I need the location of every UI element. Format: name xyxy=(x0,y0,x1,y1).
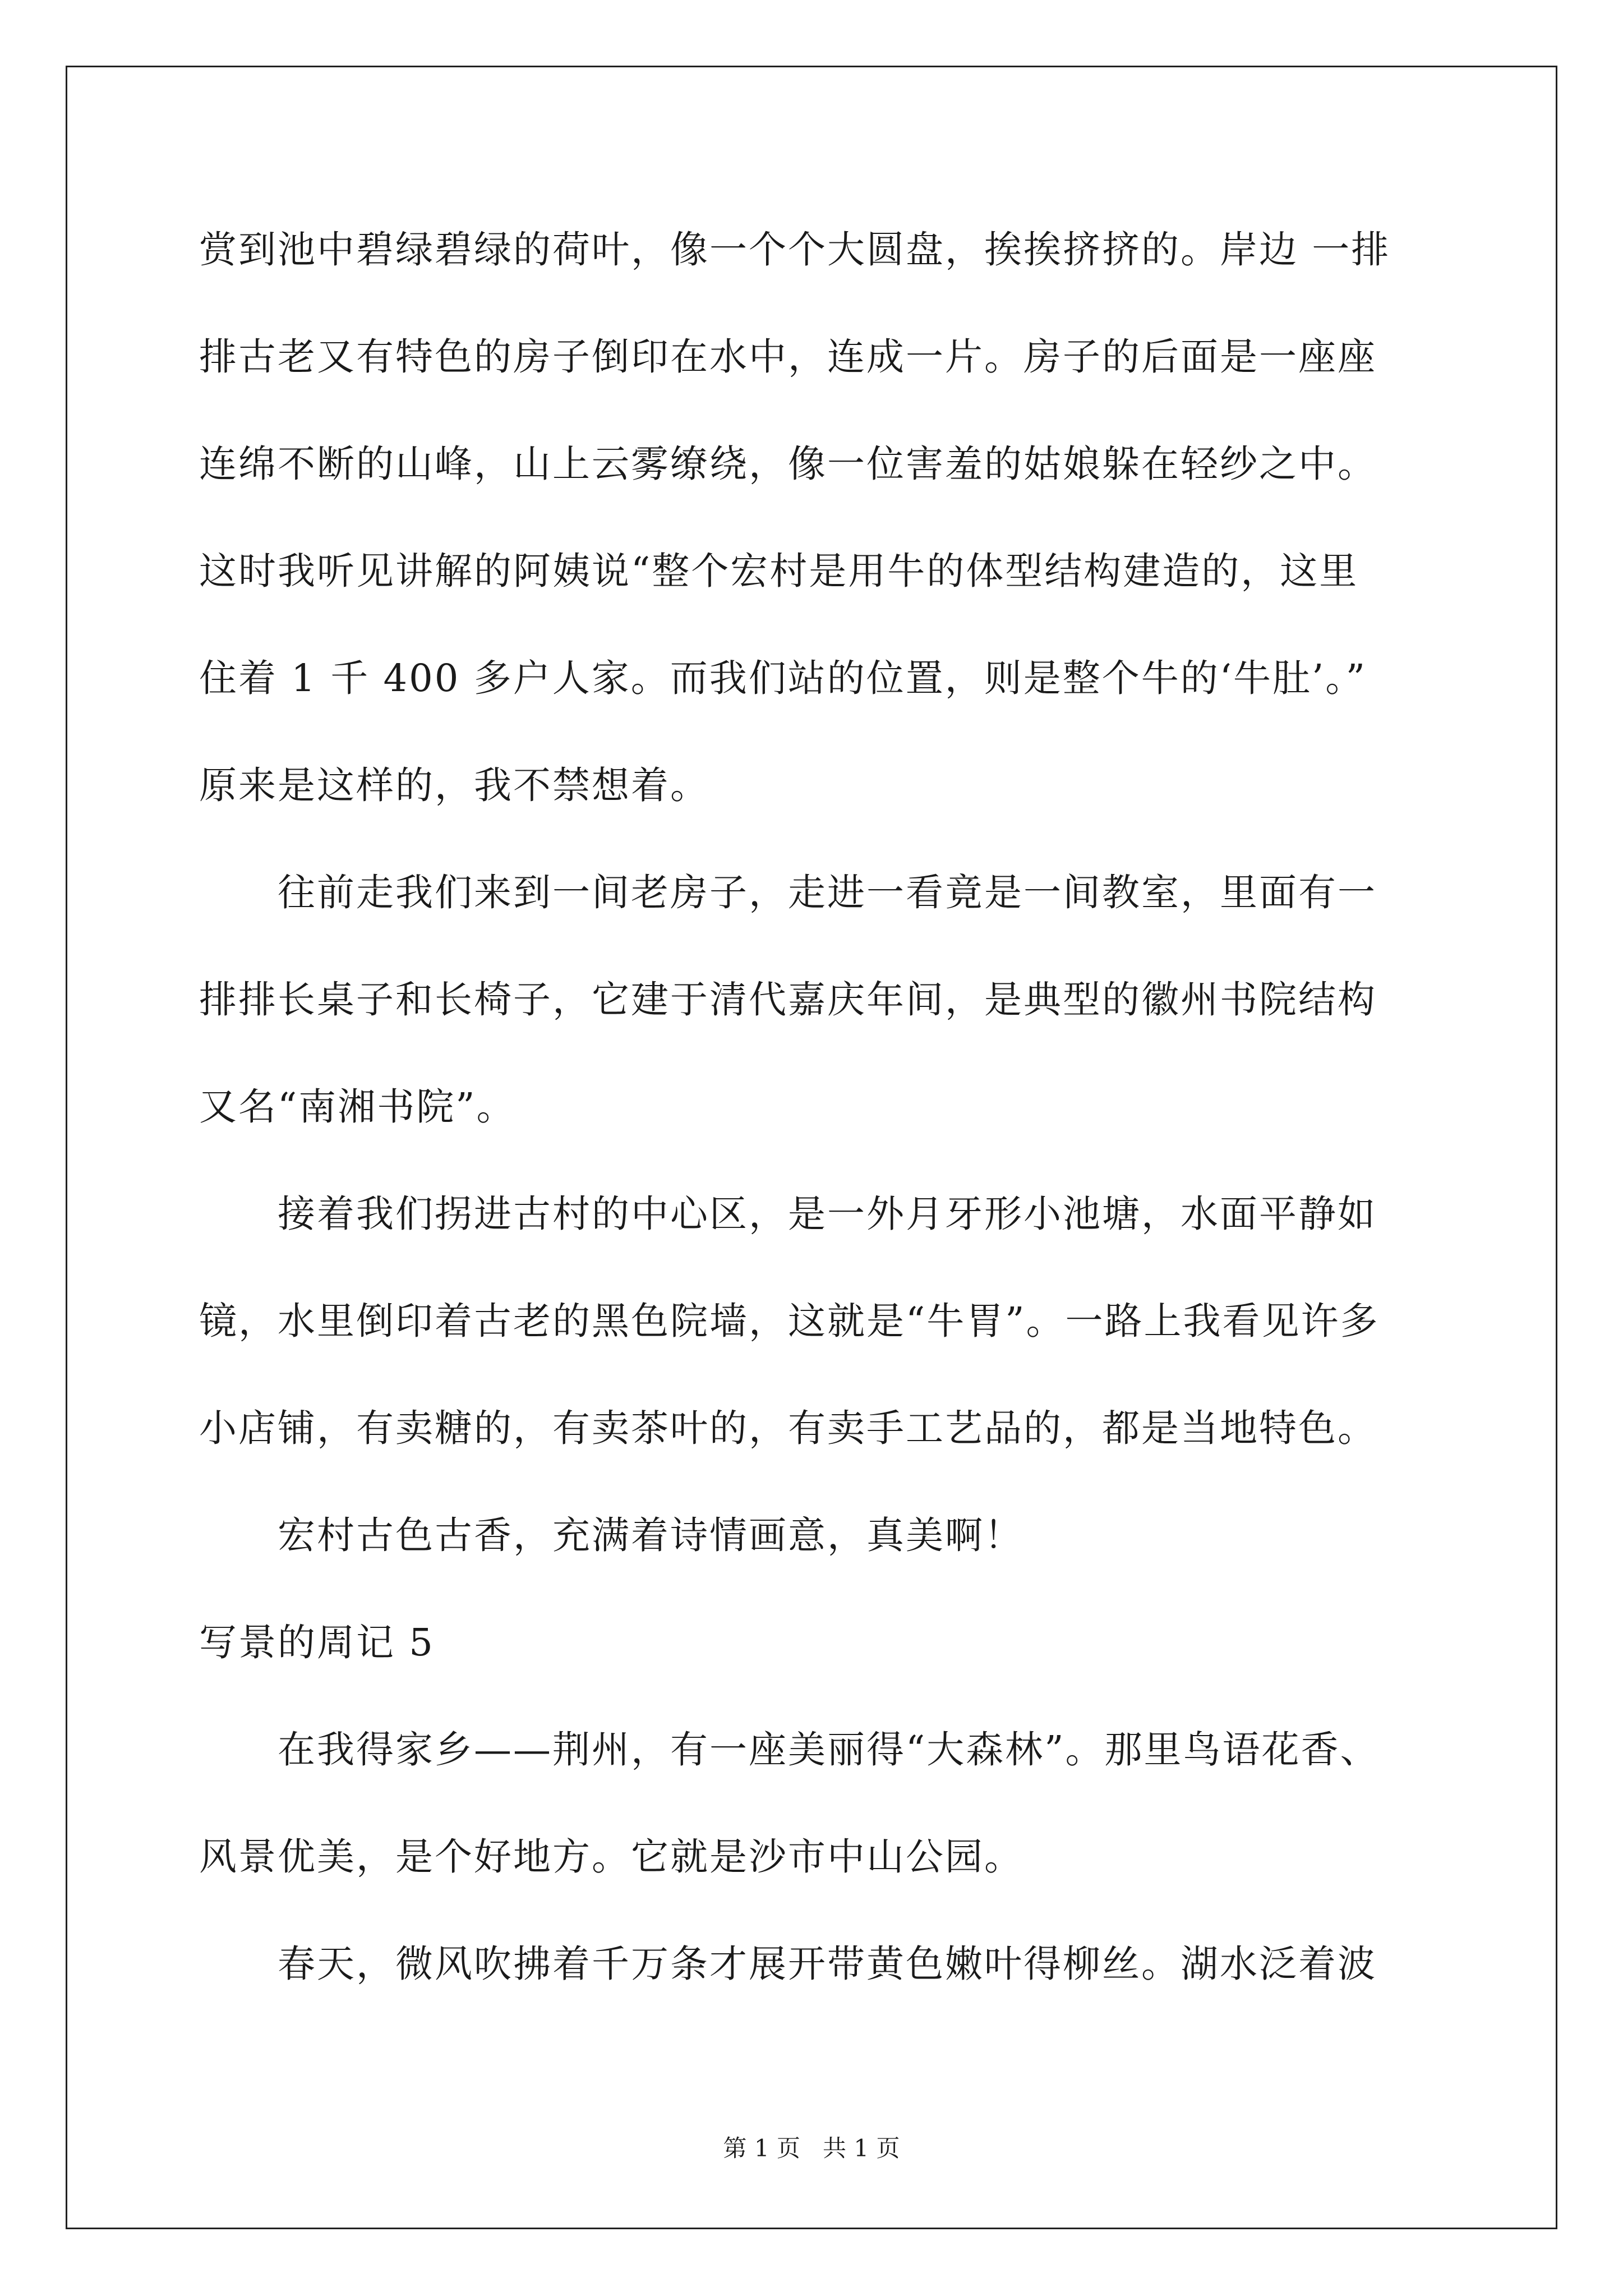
text-line: 宏村古色古香，充满着诗情画意，真美啊！ xyxy=(278,1513,1023,1557)
text-line: 连绵不断的山峰，山上云雾缭绕，像一位害羞的姑娘躲在轻纱之中。 xyxy=(199,442,1377,486)
page-footer: 第 1 页 共 1 页 xyxy=(723,2134,900,2162)
text-line: 住着 1 千 400 多户人家。而我们站的位置，则是整个牛的‘牛肚’。” xyxy=(199,656,1367,700)
text-line: 又名“南湘书院”。 xyxy=(199,1085,516,1129)
text-line: 镜，水里倒印着古老的黑色院墙，这就是“牛胃”。一路上我看见许多 xyxy=(199,1299,1380,1343)
text-line: 写景的周记 5 xyxy=(199,1621,435,1664)
text-line: 排古老又有特色的房子倒印在水中，连成一片。房子的后面是一座座 xyxy=(199,335,1377,379)
text-line: 这时我听见讲解的阿姨说“整个宏村是用牛的体型结构建造的，这里 xyxy=(199,549,1359,593)
text-line: 在我得家乡——荆州，有一座美丽得“大森林”。那里鸟语花香、 xyxy=(278,1728,1380,1772)
text-line: 赏到池中碧绿碧绿的荷叶，像一个个大圆盘，挨挨挤挤的。岸边 一排 xyxy=(199,228,1391,272)
text-line: 春天，微风吹拂着千万条才展开带黄色嫩叶得柳丝。湖水泛着波 xyxy=(278,1942,1377,1986)
text-line: 排排长桌子和长椅子，它建于清代嘉庆年间，是典型的徽州书院结构 xyxy=(199,978,1377,1022)
text-line: 小店铺，有卖糖的，有卖茶叶的，有卖手工艺品的，都是当地特色。 xyxy=(199,1406,1377,1450)
text-line: 原来是这样的，我不禁想着。 xyxy=(199,763,709,807)
document-body xyxy=(199,213,1433,2035)
text-line: 风景优美，是个好地方。它就是沙市中山公园。 xyxy=(199,1835,1023,1879)
text-line: 接着我们拐进古村的中心区，是一外月牙形小池塘，水面平静如 xyxy=(278,1192,1377,1236)
text-line: 往前走我们来到一间老房子，走进一看竟是一间教室，里面有一 xyxy=(278,871,1377,914)
